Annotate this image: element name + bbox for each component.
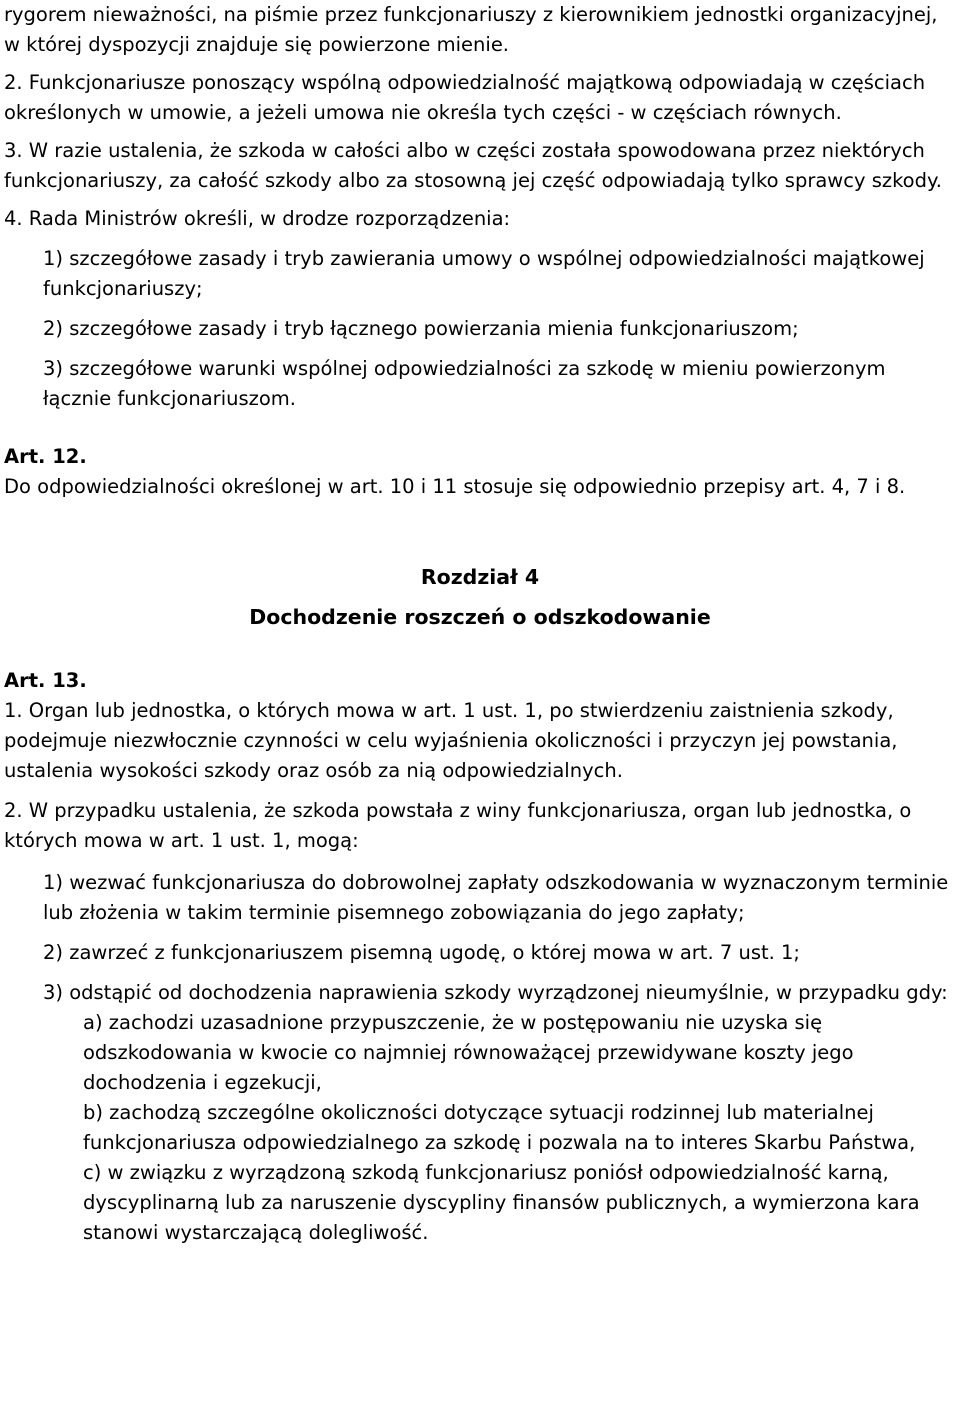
art13-item2: 2) zawrzeć z funkcjonariuszem pisemną ugodę, o której mowa w art. 7 ust. 1; — [43, 941, 800, 964]
art13-item3-sub-c: c) w związku z wyrządzoną szkodą funkcjonariusz poniósł odpowiedzialność karną, dyscyplinarną lub za naruszenie dyscypliny finansów publicznych, a wymierzona kara stanowi wystarczającą dolegliwość. — [83, 1161, 920, 1244]
art13-item3-sub-b: b) zachodzą szczególne okoliczności dotyczące sytuacji rodzinnej lub materialnej funkcjonariusza odpowiedzialnego za szkodę i pozwala na to interes Skarbu Państwa, — [83, 1101, 916, 1154]
art13-heading: Art. 13. — [4, 669, 87, 692]
art13-item1: 1) wezwać funkcjonariusza do dobrowolnej zapłaty odszkodowania w wyznaczonym terminie lub złożenia w takim terminie pisemnego zobowiązania do jego zapłaty; — [43, 871, 949, 924]
chapter-title: Dochodzenie roszczeń o odszkodowanie — [249, 605, 711, 629]
art11-par4-item2: 2) szczegółowe zasady i tryb łącznego powierzania mienia funkcjonariuszom; — [43, 317, 799, 340]
art11-par4-item3: 3) szczegółowe warunki wspólnej odpowiedzialności za szkodę w mieniu powierzonym łącznie funkcjonariuszom. — [43, 357, 886, 410]
art13-item3-sub-a: a) zachodzi uzasadnione przypuszczenie, że w postępowaniu nie uzyska się odszkodowania w kwocie co najmniej równoważącej przewidywane koszty jego dochodzenia i egzekucji, — [83, 1011, 854, 1094]
document-page — [4, 0, 956, 1248]
art13-par2: 2. W przypadku ustalenia, że szkoda powstała z winy funkcjonariusza, organ lub jednostka, o których mowa w art. 1 ust. 1, mogą: — [4, 799, 912, 852]
art12-heading: Art. 12. — [4, 445, 87, 468]
art13-par1: 1. Organ lub jednostka, o których mowa w art. 1 ust. 1, po stwierdzeniu zaistnienia szkody, podejmuje niezwłocznie czynności w celu wyjaśnienia okoliczności i przyczyn jej powstania, ustalenia wysokości szkody oraz osób za nią odpowiedzialnych. — [4, 699, 898, 782]
art11-par4-item1: 1) szczegółowe zasady i tryb zawierania umowy o wspólnej odpowiedzialności majątkowej funkcjonariuszy; — [43, 247, 925, 300]
art12-text: Do odpowiedzialności określonej w art. 10 i 11 stosuje się odpowiednio przepisy art. 4, 7 i 8. — [4, 475, 906, 498]
chapter-number: Rozdział 4 — [420, 565, 540, 589]
art11-par3: 3. W razie ustalenia, że szkoda w całości albo w części została spowodowana przez niektórych funkcjonariuszy, za całość szkody albo za stosowną jej część odpowiadają tylko sprawcy szkody. — [4, 139, 942, 192]
art11-par1-tail: rygorem nieważności, na piśmie przez funkcjonariuszy z kierownikiem jednostki organizacyjnej, w której dyspozycji znajduje się powierzone mienie. — [4, 3, 938, 56]
art11-par2: 2. Funkcjonariusze ponoszący wspólną odpowiedzialność majątkową odpowiadają w częściach określonych w umowie, a jeżeli umowa nie określa tych części - w częściach równych. — [4, 71, 926, 124]
art11-par4: 4. Rada Ministrów określi, w drodze rozporządzenia: — [4, 207, 511, 230]
art13-item3: 3) odstąpić od dochodzenia naprawienia szkody wyrządzonej nieumyślnie, w przypadku gdy: — [43, 981, 948, 1004]
